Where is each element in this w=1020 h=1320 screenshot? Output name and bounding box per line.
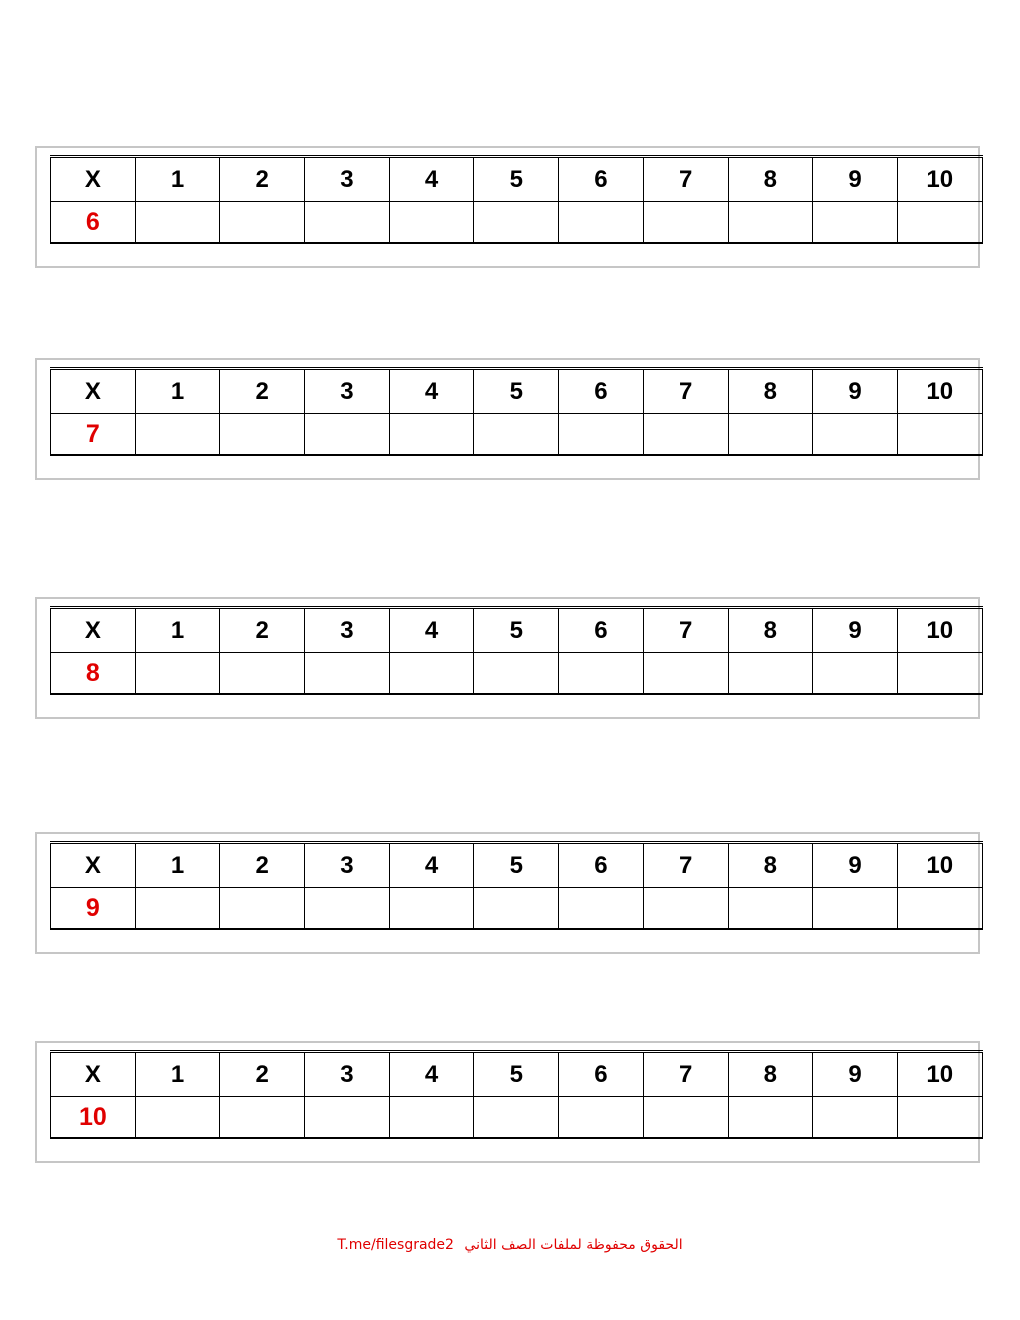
header-cell-10: 10 xyxy=(897,1052,982,1097)
header-row xyxy=(51,608,983,653)
header-cell-4: 4 xyxy=(389,1052,474,1097)
answer-cell-4[interactable] xyxy=(389,653,474,695)
multiplier-cell: 7 xyxy=(51,414,136,456)
answer-cell-10[interactable] xyxy=(897,888,982,930)
header-cell-8: 8 xyxy=(728,1052,813,1097)
answer-cell-10[interactable] xyxy=(897,653,982,695)
header-cell-x: X xyxy=(51,1052,136,1097)
answer-row xyxy=(51,888,983,930)
answer-cell-6[interactable] xyxy=(559,414,644,456)
header-cell-1: 1 xyxy=(135,608,220,653)
answer-cell-4[interactable] xyxy=(389,202,474,244)
answer-cell-3[interactable] xyxy=(305,202,390,244)
answer-cell-1[interactable] xyxy=(135,1097,220,1139)
header-cell-5: 5 xyxy=(474,369,559,414)
answer-cell-8[interactable] xyxy=(728,888,813,930)
multiplication-table-8 xyxy=(50,606,983,695)
header-row xyxy=(51,843,983,888)
worksheet-frame-9 xyxy=(35,832,980,954)
header-cell-6: 6 xyxy=(559,608,644,653)
multiplication-table-10 xyxy=(50,1050,983,1139)
multiplier-cell: 8 xyxy=(51,653,136,695)
multiplier-cell: 6 xyxy=(51,202,136,244)
header-cell-1: 1 xyxy=(135,157,220,202)
answer-cell-1[interactable] xyxy=(135,888,220,930)
answer-cell-8[interactable] xyxy=(728,202,813,244)
header-cell-9: 9 xyxy=(813,369,898,414)
header-cell-5: 5 xyxy=(474,843,559,888)
answer-cell-7[interactable] xyxy=(643,202,728,244)
answer-cell-3[interactable] xyxy=(305,414,390,456)
header-cell-9: 9 xyxy=(813,1052,898,1097)
header-cell-8: 8 xyxy=(728,843,813,888)
header-cell-6: 6 xyxy=(559,369,644,414)
header-cell-3: 3 xyxy=(305,369,390,414)
header-cell-4: 4 xyxy=(389,608,474,653)
header-cell-5: 5 xyxy=(474,1052,559,1097)
header-cell-3: 3 xyxy=(305,1052,390,1097)
header-row xyxy=(51,1052,983,1097)
answer-cell-4[interactable] xyxy=(389,888,474,930)
footer-rights: الحقوق محفوظة لملفات الصف الثاني xyxy=(464,1237,683,1253)
answer-cell-8[interactable] xyxy=(728,414,813,456)
header-cell-x: X xyxy=(51,843,136,888)
header-cell-10: 10 xyxy=(897,843,982,888)
answer-row xyxy=(51,202,983,244)
answer-cell-5[interactable] xyxy=(474,888,559,930)
header-cell-9: 9 xyxy=(813,157,898,202)
header-cell-8: 8 xyxy=(728,369,813,414)
answer-cell-10[interactable] xyxy=(897,202,982,244)
header-cell-9: 9 xyxy=(813,608,898,653)
multiplication-table-9 xyxy=(50,841,983,930)
header-cell-2: 2 xyxy=(220,843,305,888)
answer-cell-3[interactable] xyxy=(305,888,390,930)
header-cell-10: 10 xyxy=(897,157,982,202)
header-cell-8: 8 xyxy=(728,608,813,653)
answer-cell-7[interactable] xyxy=(643,1097,728,1139)
answer-cell-9[interactable] xyxy=(813,888,898,930)
answer-cell-5[interactable] xyxy=(474,414,559,456)
header-cell-3: 3 xyxy=(305,157,390,202)
answer-row xyxy=(51,653,983,695)
worksheet-frame-6 xyxy=(35,146,980,268)
header-cell-7: 7 xyxy=(643,157,728,202)
answer-cell-7[interactable] xyxy=(643,414,728,456)
worksheet-frame-7 xyxy=(35,358,980,480)
header-cell-6: 6 xyxy=(559,157,644,202)
answer-cell-7[interactable] xyxy=(643,888,728,930)
header-cell-2: 2 xyxy=(220,608,305,653)
answer-cell-2[interactable] xyxy=(220,1097,305,1139)
header-cell-5: 5 xyxy=(474,608,559,653)
answer-cell-6[interactable] xyxy=(559,888,644,930)
answer-cell-5[interactable] xyxy=(474,1097,559,1139)
answer-cell-2[interactable] xyxy=(220,202,305,244)
header-cell-1: 1 xyxy=(135,843,220,888)
answer-row xyxy=(51,1097,983,1139)
header-cell-3: 3 xyxy=(305,843,390,888)
answer-cell-5[interactable] xyxy=(474,202,559,244)
answer-cell-10[interactable] xyxy=(897,1097,982,1139)
multiplication-table-7 xyxy=(50,367,983,456)
header-cell-x: X xyxy=(51,157,136,202)
header-cell-9: 9 xyxy=(813,843,898,888)
answer-cell-5[interactable] xyxy=(474,653,559,695)
answer-cell-9[interactable] xyxy=(813,414,898,456)
header-cell-2: 2 xyxy=(220,157,305,202)
answer-cell-6[interactable] xyxy=(559,1097,644,1139)
worksheet-frame-8 xyxy=(35,597,980,719)
multiplication-table-6 xyxy=(50,155,983,244)
answer-cell-4[interactable] xyxy=(389,1097,474,1139)
header-row xyxy=(51,157,983,202)
footer-link[interactable]: T.me/filesgrade2 xyxy=(337,1237,454,1253)
header-cell-10: 10 xyxy=(897,608,982,653)
answer-cell-3[interactable] xyxy=(305,653,390,695)
header-cell-5: 5 xyxy=(474,157,559,202)
answer-row xyxy=(51,414,983,456)
header-cell-7: 7 xyxy=(643,1052,728,1097)
answer-cell-6[interactable] xyxy=(559,202,644,244)
header-cell-1: 1 xyxy=(135,369,220,414)
answer-cell-7[interactable] xyxy=(643,653,728,695)
answer-cell-9[interactable] xyxy=(813,653,898,695)
answer-cell-4[interactable] xyxy=(389,414,474,456)
answer-cell-1[interactable] xyxy=(135,653,220,695)
footer-credit xyxy=(0,1237,1020,1253)
header-cell-7: 7 xyxy=(643,608,728,653)
answer-cell-8[interactable] xyxy=(728,1097,813,1139)
answer-cell-9[interactable] xyxy=(813,202,898,244)
header-cell-x: X xyxy=(51,608,136,653)
header-cell-1: 1 xyxy=(135,1052,220,1097)
multiplier-cell: 10 xyxy=(51,1097,136,1139)
header-cell-6: 6 xyxy=(559,843,644,888)
answer-cell-2[interactable] xyxy=(220,653,305,695)
header-cell-7: 7 xyxy=(643,843,728,888)
header-cell-4: 4 xyxy=(389,157,474,202)
answer-cell-10[interactable] xyxy=(897,414,982,456)
answer-cell-1[interactable] xyxy=(135,414,220,456)
header-cell-3: 3 xyxy=(305,608,390,653)
answer-cell-2[interactable] xyxy=(220,888,305,930)
header-cell-7: 7 xyxy=(643,369,728,414)
answer-cell-2[interactable] xyxy=(220,414,305,456)
answer-cell-8[interactable] xyxy=(728,653,813,695)
header-cell-2: 2 xyxy=(220,1052,305,1097)
worksheet-frame-10 xyxy=(35,1041,980,1163)
header-cell-6: 6 xyxy=(559,1052,644,1097)
answer-cell-3[interactable] xyxy=(305,1097,390,1139)
multiplier-cell: 9 xyxy=(51,888,136,930)
header-cell-10: 10 xyxy=(897,369,982,414)
header-row xyxy=(51,369,983,414)
header-cell-8: 8 xyxy=(728,157,813,202)
header-cell-4: 4 xyxy=(389,843,474,888)
answer-cell-1[interactable] xyxy=(135,202,220,244)
header-cell-2: 2 xyxy=(220,369,305,414)
answer-cell-6[interactable] xyxy=(559,653,644,695)
answer-cell-9[interactable] xyxy=(813,1097,898,1139)
header-cell-4: 4 xyxy=(389,369,474,414)
header-cell-x: X xyxy=(51,369,136,414)
